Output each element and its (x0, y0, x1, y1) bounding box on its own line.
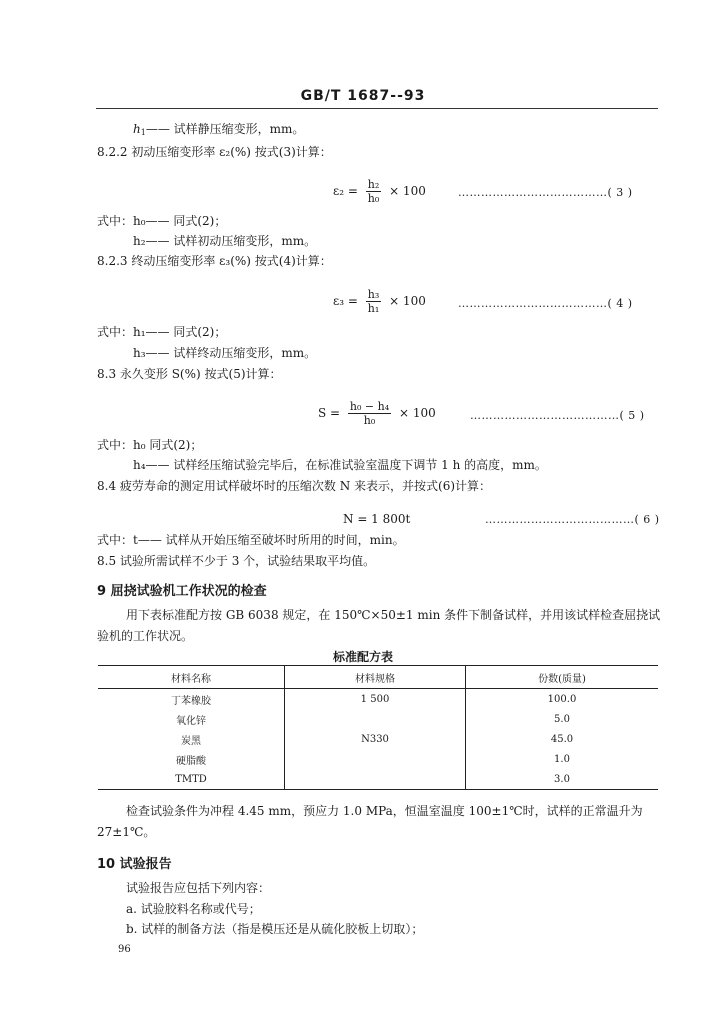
section-10-heading: 10 试验报告 (97, 857, 172, 872)
where-3a: 式中：h₀—— 同式(2)； (97, 214, 227, 228)
standard-header: GB/T 1687--93 (300, 88, 426, 104)
cell: 1 500 (285, 689, 466, 710)
table-caption: 标准配方表 (332, 650, 393, 664)
para-9c: 检查试验条件为冲程 4.45 mm，预应力 1.0 MPa，恒温室温度 100±1℃时，试样的正常温升为 (126, 804, 643, 818)
section-9-heading: 9 屈挠试验机工作状况的检查 (97, 584, 267, 599)
where-3b: h₂—— 试样初动压缩变形，mm。 (133, 234, 317, 248)
h-static-def: $h_1——$ 试样静压缩变形，mm。 (133, 122, 305, 137)
col-material-name: 材料名称 (98, 666, 285, 689)
list-item-a: a. 试验胶料名称或代号； (126, 902, 261, 916)
equation-5-leader: …………………………………( 5 ) (470, 409, 645, 422)
header-rule (96, 108, 658, 109)
equation-6: N = 1 800t (343, 512, 411, 526)
col-material-spec: 材料规格 (285, 666, 466, 689)
cell: N330 (285, 729, 466, 749)
equation-5: S = $\frac{\text{h₀ − h₄}}{\text{h₀}}$ × 100 (318, 400, 436, 427)
page-number: 96 (118, 944, 131, 955)
cell: 1.0 (466, 749, 659, 769)
clause-8-3: 8.3 永久变形 S(%) 按式(5)计算： (97, 367, 282, 381)
col-parts: 份数(质量) (466, 666, 659, 689)
table-row (98, 729, 658, 749)
where-5a: 式中：h₀ 同式(2)； (97, 438, 203, 452)
table-row (98, 709, 658, 729)
clause-8-2-2: 8.2.2 初动压缩变形率 ε₂(%) 按式(3)计算： (97, 145, 332, 159)
where-4a: 式中：h₁—— 同式(2)； (97, 325, 227, 339)
cell: TMTD (98, 769, 285, 790)
cell: 氧化锌 (176, 715, 206, 727)
cell (285, 709, 466, 729)
table-row (98, 749, 658, 769)
para-9b: 验机的工作状况。 (97, 629, 194, 643)
equation-4: ε₃ = $\frac{\text{h₃}}{\text{h₁}}$ × 100 (333, 288, 426, 315)
equation-4-leader: …………………………………( 4 ) (458, 297, 633, 310)
table-header-row (98, 666, 658, 689)
para-9d: 27±1℃。 (97, 825, 156, 839)
table-row (98, 689, 658, 710)
para-10: 试验报告应包括下列内容： (126, 881, 271, 895)
cell: 炭黑 (181, 735, 201, 747)
cell: 100.0 (466, 689, 659, 710)
table-row (98, 769, 658, 790)
clause-8-5: 8.5 试验所需试样不少于 3 个，试验结果取平均值。 (97, 554, 376, 568)
formula-table (98, 665, 658, 790)
para-9a: 用下表标准配方按 GB 6038 规定，在 150℃×50±1 min 条件下制备试样，并用该试样检查屈挠试 (126, 608, 661, 622)
clause-8-4: 8.4 疲劳寿命的测定用试样破坏时的压缩次数 N 来表示，并按式(6)计算： (97, 479, 492, 493)
cell: 3.0 (466, 769, 659, 790)
cell: 硬脂酸 (176, 755, 206, 767)
list-item-b: b. 试样的制备方法（指是模压还是从硫化胶板上切取）； (126, 922, 424, 936)
equation-3-leader: …………………………………( 3 ) (458, 186, 633, 199)
equation-3: ε₂ = $\frac{\text{h₂}}{\text{h₀}}$ × 100 (333, 178, 426, 205)
cell: 丁苯橡胶 (171, 695, 211, 707)
equation-6-leader: …………………………………( 6 ) (485, 513, 660, 526)
cell: 45.0 (466, 729, 659, 749)
where-5b: h₄—— 试样经压缩试验完毕后，在标准试验室温度下调节 1 h 的高度，mm。 (133, 458, 547, 472)
where-6: 式中：t—— 试样从开始压缩至破坏时所用的时间，min。 (97, 533, 405, 547)
clause-8-2-3: 8.2.3 终动压缩变形率 ε₃(%) 按式(4)计算： (97, 254, 332, 268)
cell (285, 769, 466, 790)
where-4b: h₃—— 试样终动压缩变形，mm。 (133, 346, 317, 360)
cell (285, 749, 466, 769)
cell: 5.0 (466, 709, 659, 729)
